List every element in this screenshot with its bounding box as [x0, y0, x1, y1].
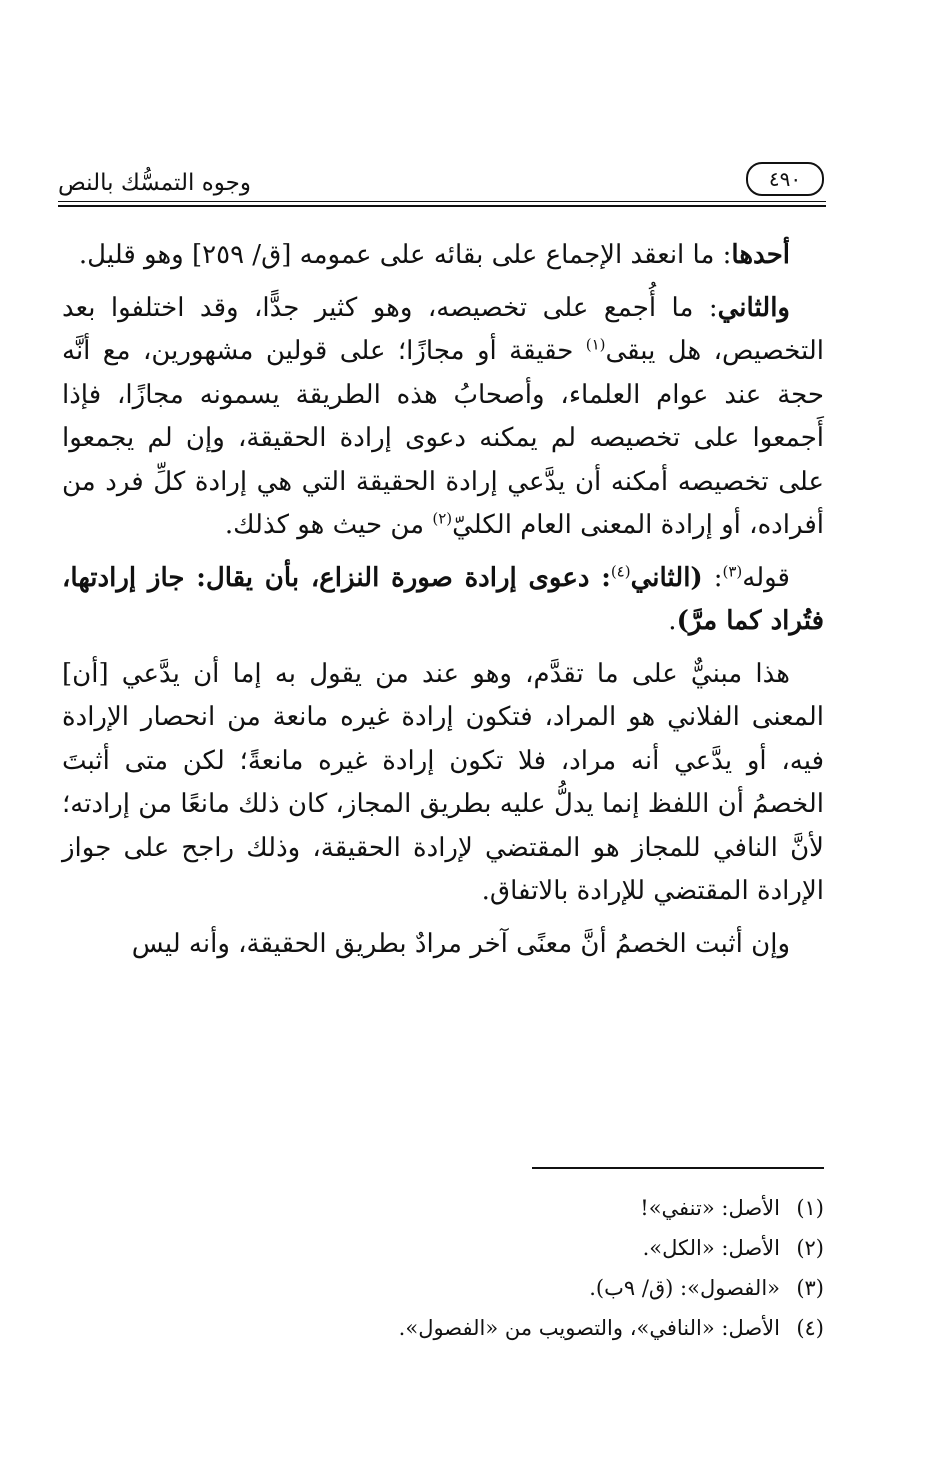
paragraph-2 [62, 287, 824, 548]
paragraph-text: . [668, 606, 677, 636]
running-title: وجوه التمسُّك بالنص [58, 170, 251, 196]
footnote-text: الأصل: «تنفي»! [640, 1196, 780, 1220]
quoted-text: : دعوى إرادة صورة النزاع، بأن يقال: جاز إرادتها، فتُراد كما مرَّ) [62, 562, 824, 636]
header-rule-double [58, 205, 826, 207]
footnote-number: (٣) [796, 1276, 824, 1300]
page-number: ٤٩٠ [746, 162, 824, 196]
paragraph-text: : [702, 562, 723, 593]
footnote-text: الأصل: «النافي»، والتصويب من «الفصول». [398, 1316, 780, 1340]
paragraph-4 [62, 653, 824, 914]
footnote-text: الأصل: «الكل». [642, 1236, 780, 1260]
footnotes [184, 1188, 824, 1348]
paragraph-text: من حيث هو كذلك. [224, 510, 433, 540]
paragraph-text: حقيقة أو مجازًا؛ على قولين مشهورين، مع أنَّه حجة عند عوام العلماء، وأصحابُ هذه الطريقة يسمونه مجازًا، فإذا أَجمعوا على تخصيصه لم يمكنه دعوى إرادة الحقيقة، وإن لم يجمعوا على تخصيصه أمكنه أن يدَّعي إرادة الحقيقة التي هي إرادة كلِّ فرد من أفراده، أو إرادة المعنى العام الكليّ [62, 336, 824, 540]
footnote-ref: (٣) [722, 561, 743, 580]
quoted-text: (الثاني [630, 562, 703, 593]
paragraph-text: قوله [742, 562, 790, 593]
paragraph-3 [62, 557, 824, 644]
term-label: والثاني [717, 292, 790, 323]
paragraph-text: وإن أثبت الخصمُ أنَّ معنًى آخر مرادٌ بطريق الحقيقة، وأنه ليس [131, 928, 790, 959]
footnote-ref: (٤) [610, 561, 631, 580]
footnote-number: (١) [796, 1196, 824, 1220]
term-label: أحدها [731, 240, 790, 270]
footnote-2 [184, 1228, 824, 1268]
paragraph-text: : ما انعقد الإجماع على بقائه على عمومه [ق/ ٢٥٩] وهو قليل. [78, 240, 732, 270]
paragraph-5 [62, 923, 824, 967]
paragraph-text: هذا مبنيٌّ على ما تقدَّم، وهو عند من يقول به إما أن يدَّعي [أن] المعنى الفلاني هو المراد، فتكون إرادة غيره مانعة من انحصار الإرادة فيه، أو يدَّعي أنه مراد، فلا تكون إرادة غيره مانعةً؛ لكن متى أثبتَ الخصمُ أن اللفظ إنما يدلُّ عليه بطريق المجاز، كان ذلك مانعًا من إرادته؛ لأنَّ النافي للمجاز هو المقتضي لإرادة الحقيقة، وذلك راجح على جواز الإرادة المقتضي للإرادة بالاتفاق. [62, 658, 824, 906]
footnote-1 [184, 1188, 824, 1228]
paragraph-text: : ما أُجمع على تخصيصه، وهو كثير جدًّا، وقد اختلفوا بعد التخصيص، هل يبقى [62, 292, 825, 366]
footnote-text: «الفصول»: (ق/ ٩ب). [589, 1276, 780, 1300]
paragraph-1 [62, 234, 824, 278]
footnote-rule [532, 1167, 824, 1169]
footnote-4 [184, 1308, 824, 1348]
footnote-number: (٢) [796, 1236, 824, 1260]
header-rule [58, 201, 826, 202]
main-text [62, 234, 824, 975]
footnote-ref: (١) [585, 335, 606, 354]
page-header [58, 160, 826, 200]
footnote-3 [184, 1268, 824, 1308]
footnote-ref: (٢) [432, 509, 453, 528]
footnote-number: (٤) [796, 1316, 824, 1340]
